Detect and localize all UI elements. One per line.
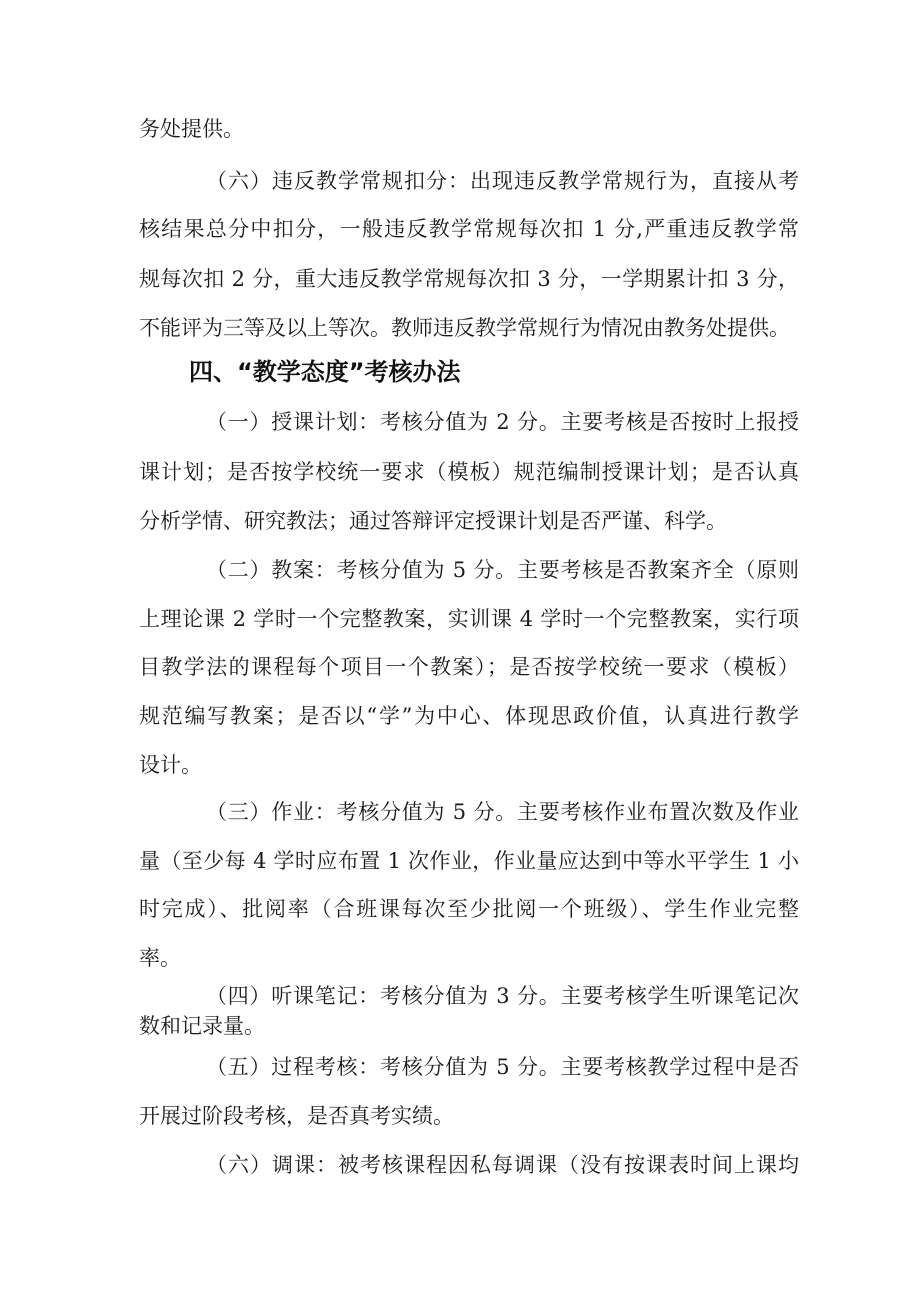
paragraph-lesson-plan-line-4: 规范编写教案；是否以“学”为中心、体现思政价值，认真进行教学 <box>139 704 799 728</box>
section-heading: 四、“教学态度”考核办法 <box>189 358 461 386</box>
paragraph-homework-line-3: 时完成）、批阅率（合班课每次至少批阅一个班级）、学生作业完整 <box>139 897 799 921</box>
paragraph-process-line-2: 开展过阶段考核，是否真考实绩。 <box>139 1104 454 1128</box>
paragraph-homework-line-2: 量（至少每 4 学时应布置 1 次作业，作业量应达到中等水平学生 1 小 <box>139 849 799 873</box>
paragraph-lesson-plan-line-3: 目教学法的课程每个项目一个教案）；是否按学校统一要求（模板） <box>139 655 799 679</box>
paragraph-violation-line-1: （六）违反教学常规扣分：出现违反教学常规行为，直接从考 <box>206 169 799 193</box>
paragraph-lesson-plan-line-2: 上理论课 2 学时一个完整教案，实训课 4 学时一个完整教案，实行项 <box>139 607 799 631</box>
paragraph-reschedule-line-1: （六）调课：被考核课程因私每调课（没有按课表时间上课均 <box>206 1153 799 1177</box>
paragraph-plan-line-2: 课计划；是否按学校统一要求（模板）规范编制授课计划；是否认真 <box>139 460 799 484</box>
paragraph-violation-line-3: 规每次扣 2 分，重大违反教学常规每次扣 3 分，一学期累计扣 3 分， <box>139 267 799 291</box>
paragraph-homework-line-1: （三）作业：考核分值为 5 分。主要考核作业布置次数及作业 <box>206 800 799 824</box>
paragraph-process-line-1: （五）过程考核：考核分值为 5 分。主要考核教学过程中是否 <box>206 1055 799 1079</box>
paragraph-notes-line-2: 数和记录量。 <box>139 1014 265 1038</box>
paragraph-notes-line-1: （四）听课笔记：考核分值为 3 分。主要考核学生听课笔记次 <box>206 984 799 1008</box>
paragraph-plan-line-1: （一）授课计划：考核分值为 2 分。主要考核是否按时上报授 <box>206 410 799 434</box>
paragraph-lesson-plan-line-5: 设计。 <box>139 753 202 777</box>
paragraph-lesson-plan-line-1: （二）教案：考核分值为 5 分。主要考核是否教案齐全（原则 <box>206 558 799 582</box>
paragraph-violation-line-4: 不能评为三等及以上等次。教师违反教学常规行为情况由教务处提供。 <box>139 316 790 340</box>
paragraph-violation-line-2: 核结果总分中扣分，一般违反教学常规每次扣 1 分,严重违反教学常 <box>139 217 799 241</box>
paragraph-homework-line-4: 率。 <box>139 946 181 970</box>
paragraph-continuation: 务处提供。 <box>139 117 244 141</box>
paragraph-plan-line-3: 分析学情、研究教法；通过答辩评定授课计划是否严谨、科学。 <box>139 509 727 533</box>
